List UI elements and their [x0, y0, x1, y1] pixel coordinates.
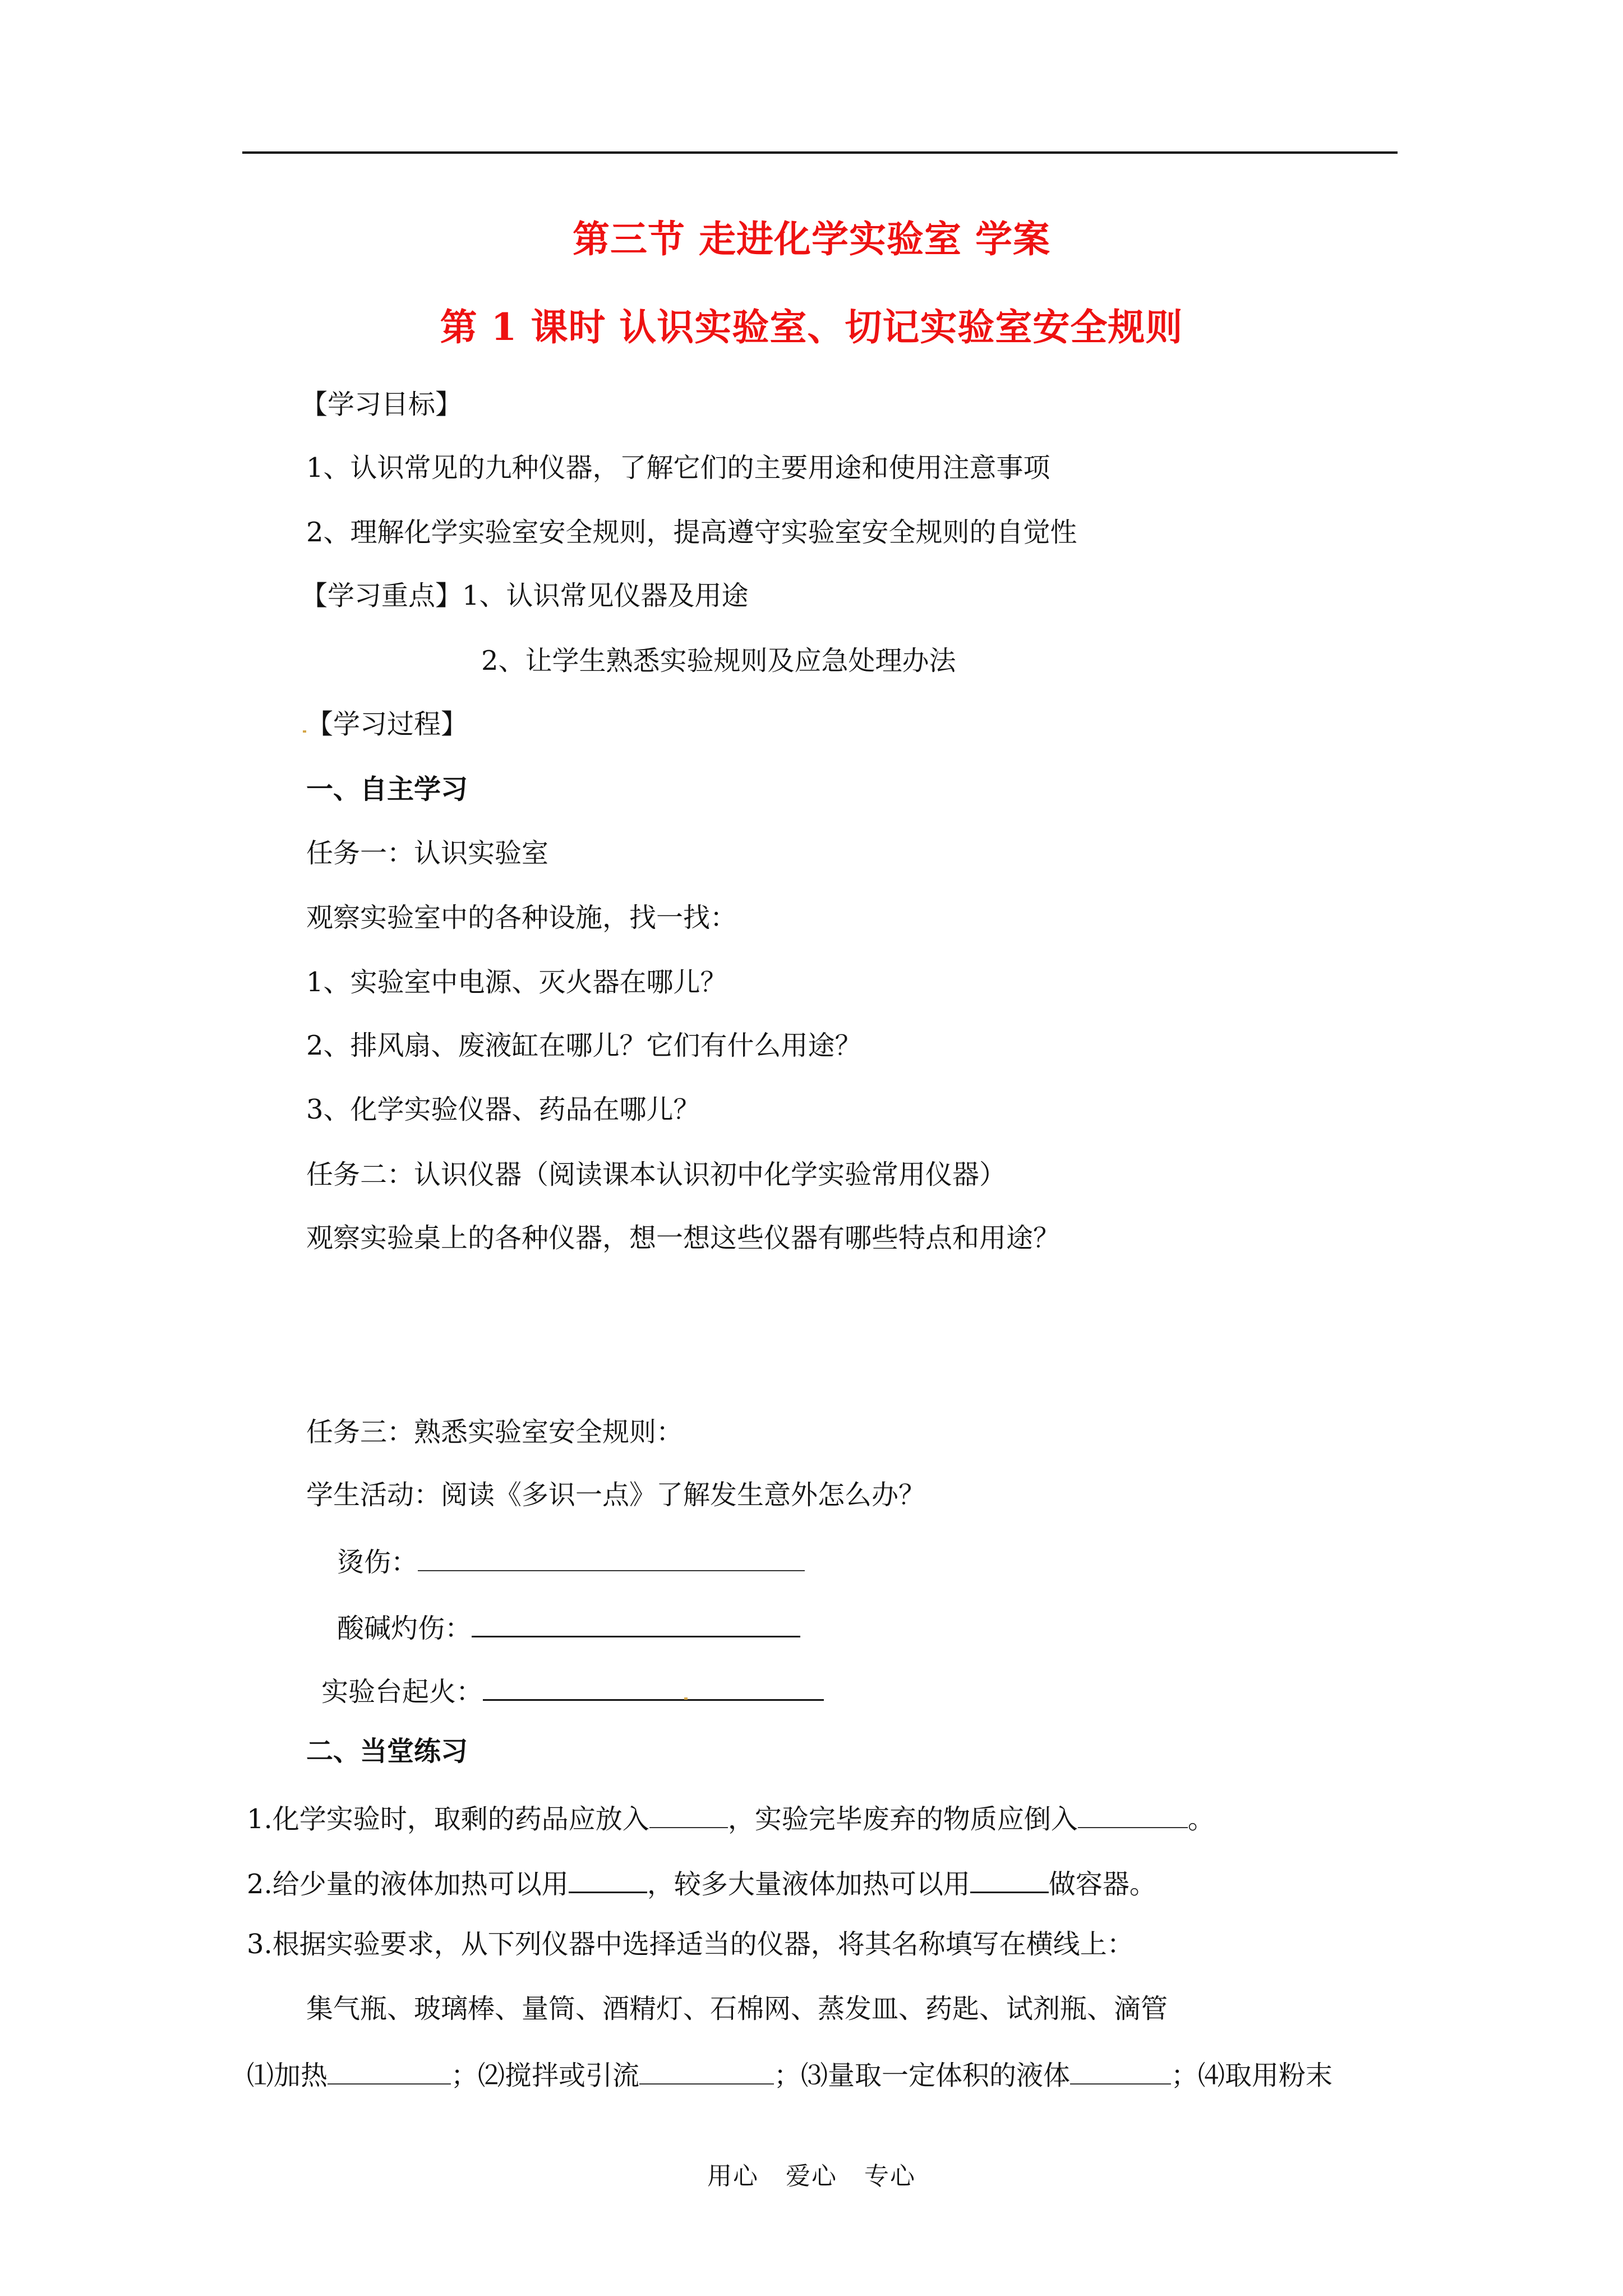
section1-heading: 一、自主学习: [306, 774, 468, 805]
task1: 任务一：认识实验室: [306, 838, 549, 869]
exercise-3-blank-2[interactable]: [639, 2059, 774, 2085]
fill-burn-line: [337, 1545, 805, 1576]
keypoints-label: 【学习重点】: [301, 580, 463, 611]
fill-burn-label: 烫伤：: [337, 1547, 418, 1578]
fill-acid-line: [337, 1611, 800, 1642]
question-1: 1、实验室中电源、灭火器在哪儿？: [306, 967, 727, 998]
section2-heading: 二、当堂练习: [306, 1736, 468, 1767]
fill-fire-label: 实验台起火：: [321, 1676, 483, 1708]
keypoint-item-2: 2、让学生熟悉实验规则及应急处理办法: [481, 645, 956, 677]
exercise-3-part-4: ；⑷取用粉末: [1171, 2060, 1333, 2091]
question-3: 3、化学实验仪器、药品在哪儿？: [306, 1094, 700, 1125]
keypoint-item-1: 1、认识常见仪器及用途: [462, 580, 749, 611]
exercise-3-blank-3[interactable]: [1070, 2059, 1171, 2085]
fill-fire-line: [321, 1674, 824, 1708]
goal-item-1: 1、认识常见的九种仪器，了解它们的主要用途和使用注意事项: [306, 452, 1050, 484]
instrument-list: 集气瓶、玻璃棒、量筒、酒精灯、石棉网、蒸发皿、药匙、试剂瓶、滴管: [306, 1993, 1168, 2024]
exercise-2-blank-a[interactable]: [569, 1867, 647, 1893]
exercise-3: 3.根据实验要求，从下列仪器中选择适当的仪器，将其名称填写在横线上：: [247, 1929, 1134, 1960]
question-2: 2、排风扇、废液缸在哪儿？它们有什么用途？: [306, 1030, 862, 1061]
exercise-3-part-3: ；⑶量取一定体积的液体: [774, 2060, 1071, 2091]
exercise-3-part-2: ；⑵搅拌或引流: [451, 2060, 640, 2091]
exercise-2-text-c: 做容器。: [1048, 1869, 1156, 1900]
task3: 任务三：熟悉实验室安全规则：: [306, 1416, 684, 1448]
student-activity: 学生活动：阅读《多识一点》了解发生意外怎么办？: [306, 1479, 926, 1511]
exercise-1-blank-b[interactable]: [1078, 1802, 1188, 1828]
task2: 任务二：认识仪器（阅读课本认识初中化学实验常用仪器）: [306, 1159, 1007, 1190]
exercise-3-part-1: ⑴加热: [247, 2060, 328, 2091]
exercise-2: [247, 1867, 1156, 1898]
fill-fire-blank[interactable]: [483, 1674, 824, 1701]
goals-heading: 【学习目标】: [301, 389, 463, 420]
process-heading: 【学习过程】: [306, 708, 468, 740]
exercise-1-blank-a[interactable]: [649, 1802, 728, 1828]
stray-mark: [684, 1697, 688, 1700]
observe-instruments: 观察实验桌上的各种仪器，想一想这些仪器有哪些特点和用途？: [306, 1222, 1061, 1254]
exercise-1: [247, 1802, 1215, 1833]
fill-acid-label: 酸碱灼伤：: [337, 1613, 472, 1644]
header-rule: [242, 151, 1398, 154]
exercise-2-text-a: 2.给少量的液体加热可以用: [247, 1869, 569, 1900]
goal-item-2: 2、理解化学实验室安全规则，提高遵守实验室安全规则的自觉性: [306, 517, 1077, 548]
exercise-3-blank-1[interactable]: [328, 2059, 451, 2085]
exercise-1-text-a: 1.化学实验时，取剩的药品应放入: [247, 1803, 649, 1835]
exercise-3-parts: [247, 2059, 1332, 2089]
fill-acid-blank[interactable]: [472, 1611, 800, 1637]
document-subtitle: 第 1 课时 认识实验室、切记实验室安全规则: [440, 305, 1183, 349]
page-footer: 用心 爱心 专心: [707, 2162, 916, 2191]
keypoints-line-1: [301, 582, 749, 609]
document-title: 第三节 走进化学实验室 学案: [573, 217, 1050, 261]
observe-line: 观察实验室中的各种设施，找一找：: [306, 902, 737, 933]
exercise-2-text-b: ，较多大量液体加热可以用: [647, 1869, 970, 1900]
exercise-1-text-b: ，实验完毕废弃的物质应倒入: [727, 1803, 1078, 1835]
exercise-1-text-c: 。: [1187, 1803, 1215, 1835]
fill-burn-blank[interactable]: [418, 1545, 805, 1571]
exercise-2-blank-b[interactable]: [970, 1867, 1049, 1893]
